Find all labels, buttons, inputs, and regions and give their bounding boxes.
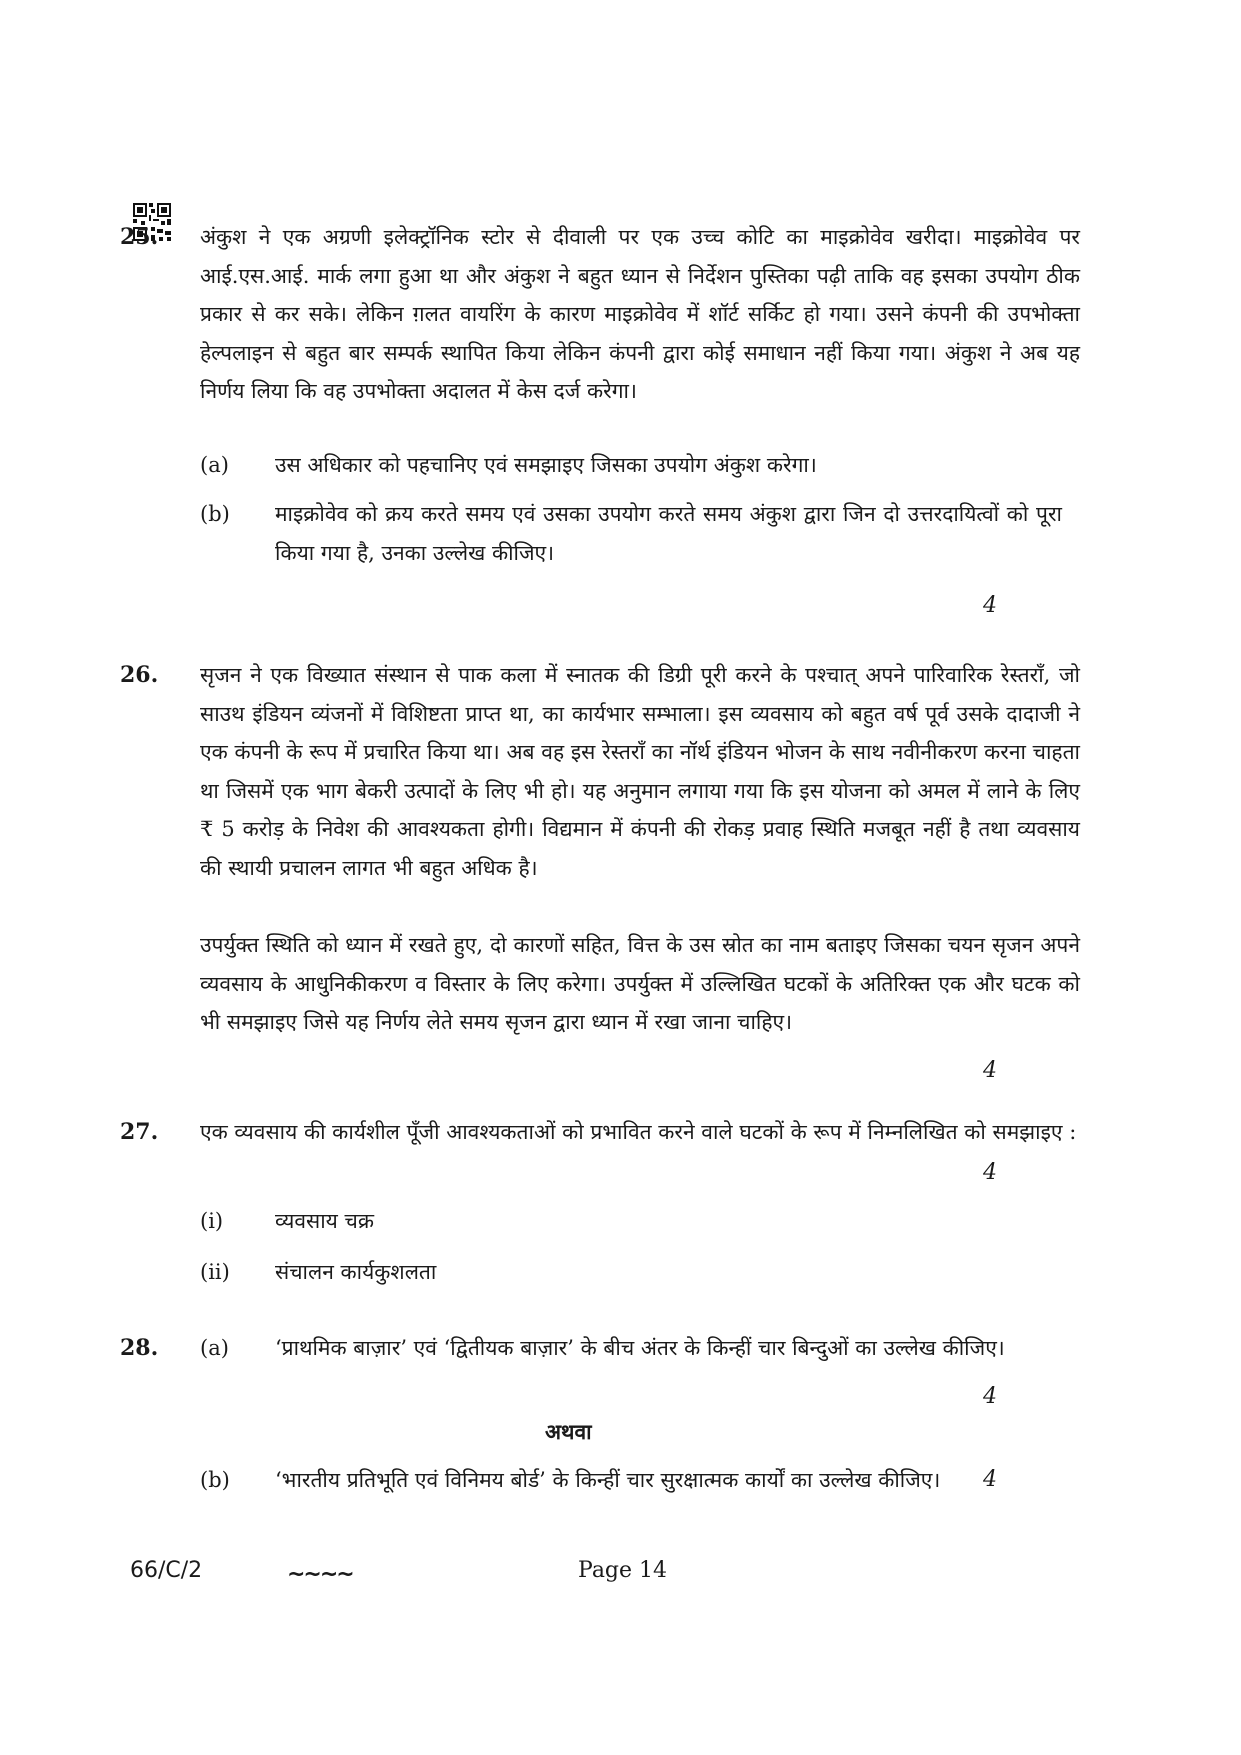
sub-item-label: (ii) — [200, 1260, 230, 1284]
sub-question-text: उस अधिकार को पहचानिए एवं समझाइए जिसका उपयोग अंकुश करेगा। — [275, 453, 817, 477]
marks: 4 — [983, 1467, 997, 1492]
sub-question-text: ‘प्राथमिक बाज़ार’ एवं ‘द्वितीयक बाज़ार’ के बीच अंतर के किन्हीं चार बिन्दुओं का उल्लेख कीजिए। — [275, 1336, 1005, 1360]
marks: 4 — [983, 1058, 997, 1083]
marks: 4 — [983, 1384, 997, 1409]
sub-question-text: ‘भारतीय प्रतिभूति एवं विनिमय बोर्ड’ के किन्हीं चार सुरक्षात्मक कार्यों का उल्लेख कीजिए। — [275, 1468, 941, 1492]
page-number: Page 14 — [578, 1558, 668, 1583]
wave-ornament: ~~~~ — [287, 1562, 353, 1587]
or-divider: अथवा — [545, 1419, 592, 1444]
question-text-continued: उपर्युक्त स्थिति को ध्यान में रखते हुए, दो कारणों सहित, वित्त के उस स्रोत का नाम बताइए जिसका चयन सृजन अपने व्यवसाय के आधुनिकीकरण व विस्तार के लिए करेगा। उपर्युक्त में उल्लिखित घटकों के अतिरिक्त एक और घटक को भी समझाइए जिसे यह निर्णय लेते समय सृजन द्वारा ध्यान में रखा जाना चाहिए। — [200, 933, 1080, 1034]
question-number: 28. — [120, 1335, 159, 1361]
sub-question-label: (b) — [200, 1468, 230, 1492]
question-number: 25. — [120, 224, 159, 250]
page-footer — [0, 1558, 1241, 1598]
sub-item-text: संचालन कार्यकुशलता — [275, 1260, 437, 1284]
question-26 — [120, 656, 1120, 1096]
question-27 — [120, 1113, 1120, 1303]
question-number: 27. — [120, 1119, 159, 1145]
sub-item-text: व्यवसाय चक्र — [275, 1209, 374, 1233]
question-number: 26. — [120, 662, 159, 688]
sub-question-label: (b) — [200, 502, 230, 526]
sub-question-text: माइक्रोवेव को क्रय करते समय एवं उसका उपयोग करते समय अंकुश द्वारा जिन दो उत्तरदायित्वों को पूरा किया गया है, उनका उल्लेख कीजिए। — [275, 502, 1062, 565]
sub-question-label: (a) — [200, 453, 229, 477]
question-28 — [120, 1329, 1120, 1529]
question-text: सृजन ने एक विख्यात संस्थान से पाक कला में स्नातक की डिग्री पूरी करने के पश्चात् अपने पारिवारिक रेस्तराँ, जो साउथ इंडियन व्यंजनों में विशिष्टता प्राप्त था, का कार्यभार सम्भाला। इस व्यवसाय को बहुत वर्ष पूर्व उसके दादाजी ने एक कंपनी के रूप में प्रचारित किया था। अब वह इस रेस्तराँ का नॉर्थ इंडियन भोजन के साथ नवीनीकरण करना चाहता था जिसमें एक भाग बेकरी उत्पादों के लिए भी हो। यह अनुमान लगाया गया कि इस योजना को अमल में लाने के लिए ₹ 5 करोड़ के निवेश की आवश्यकता होगी। विद्यमान में कंपनी की रोकड़ प्रवाह स्थिति मजबूत नहीं है तथा व्यवसाय की स्थायी प्रचालन लागत भी बहुत अधिक है। — [200, 663, 1080, 880]
paper-code: 66/C/2 — [130, 1558, 203, 1583]
question-text: अंकुश ने एक अग्रणी इलेक्ट्रॉनिक स्टोर से दीवाली पर एक उच्च कोटि का माइक्रोवेव खरीदा। माइक्रोवेव पर आई.एस.आई. मार्क लगा हुआ था और अंकुश ने बहुत ध्यान से निर्देशन पुस्तिका पढ़ी ताकि वह इसका उपयोग ठीक प्रकार से कर सके। लेकिन ग़लत वायरिंग के कारण माइक्रोवेव में शॉर्ट सर्किट हो गया। उसने कंपनी की उपभोक्ता हेल्पलाइन से बहुत बार सम्पर्क स्थापित किया लेकिन कंपनी द्वारा कोई समाधान नहीं किया गया। अंकुश ने अब यह निर्णय लिया कि वह उपभोक्ता अदालत में केस दर्ज करेगा। — [200, 225, 1080, 403]
marks: 4 — [983, 593, 997, 618]
sub-item-label: (i) — [200, 1209, 224, 1233]
question-25 — [120, 218, 1120, 578]
marks: 4 — [983, 1160, 997, 1185]
question-text: एक व्यवसाय की कार्यशील पूँजी आवश्यकताओं को प्रभावित करने वाले घटकों के रूप में निम्नलिखित को समझाइए : — [200, 1120, 1077, 1144]
sub-question-label: (a) — [200, 1336, 229, 1360]
